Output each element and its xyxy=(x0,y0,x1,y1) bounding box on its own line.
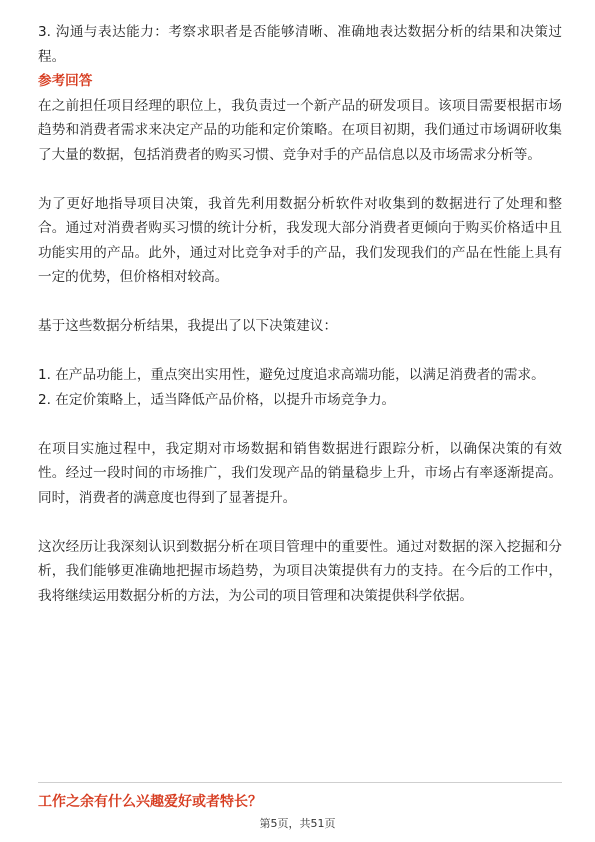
page-content xyxy=(38,20,562,608)
section-divider xyxy=(38,782,562,783)
answer-paragraph-1: 在之前担任项目经理的职位上，我负责过一个新产品的研发项目。该项目需要根据市场趋势和消费者需求来决定产品的功能和定价策略。在项目初期，我们通过市场调研收集了大量的数据，包括消费者的购买习惯、竞争对手的产品信息以及市场需求分析等。 xyxy=(38,97,562,163)
page-footer xyxy=(0,816,595,832)
section-3-text: 3. 沟通与表达能力：考察求职者是否能够清晰、准确地表达数据分析的结果和决策过程。 xyxy=(38,24,562,65)
paragraph-gap xyxy=(38,412,562,437)
reference-answer-heading: 参考回答 xyxy=(38,73,93,89)
decision-list-item-2: 2. 在定价策略上，适当降低产品价格，以提升市场竞争力。 xyxy=(38,391,396,408)
answer-paragraph-4: 在项目实施过程中，我定期对市场数据和销售数据进行跟踪分析，以确保决策的有效性。经过一段时间的市场推广，我们发现产品的销量稳步上升，市场占有率逐渐提高。同时，消费者的满意度也得到了显著提升。 xyxy=(38,440,562,506)
paragraph-gap xyxy=(38,510,562,535)
answer-paragraph-2: 为了更好地指导项目决策，我首先利用数据分析软件对收集到的数据进行了处理和整合。通过对消费者购买习惯的统计分析，我发现大部分消费者更倾向于购买价格适中且功能实用的产品。此外，通过对比竞争对手的产品，我们发现我们的产品在性能上具有一定的优势，但价格相对较高。 xyxy=(38,195,562,285)
decision-list-item-1: 1. 在产品功能上，重点突出实用性，避免过度追求高端功能，以满足消费者的需求。 xyxy=(38,367,545,383)
answer-paragraph-3: 基于这些数据分析结果，我提出了以下决策建议： xyxy=(38,318,338,334)
paragraph-gap xyxy=(38,290,562,315)
paragraph-gap xyxy=(38,167,562,192)
answer-paragraph-5: 这次经历让我深刻认识到数据分析在项目管理中的重要性。通过对数据的深入挖掘和分析，我们能够更准确地把握市场趋势，为项目决策提供有力的支持。在今后的工作中，我将继续运用数据分析的方法，为公司的项目管理和决策提供科学依据。 xyxy=(38,538,562,604)
next-question-heading: 工作之余有什么兴趣爱好或者特长？ xyxy=(38,794,262,810)
page-indicator: 第5页，共51页 xyxy=(259,817,336,830)
paragraph-gap xyxy=(38,339,562,364)
